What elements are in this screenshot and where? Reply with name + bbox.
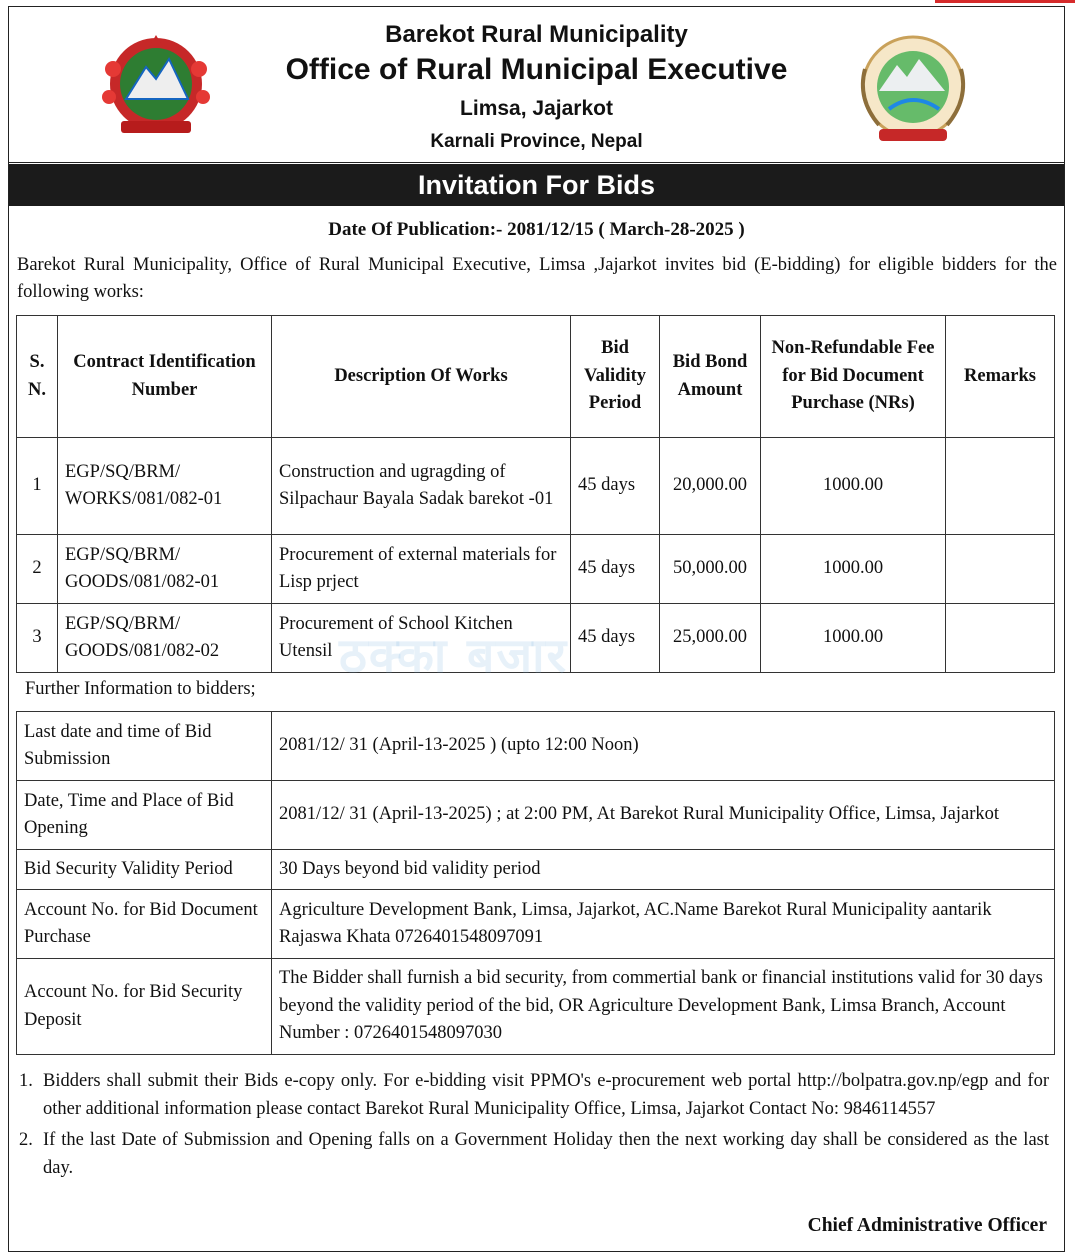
row-contract: EGP/SQ/BRM/ GOODS/081/082-02 — [58, 604, 272, 673]
row-bond: 50,000.00 — [660, 535, 761, 604]
info-label: Account No. for Bid Document Purchase — [17, 890, 272, 959]
info-value: 30 Days beyond bid validity period — [272, 850, 1055, 890]
row-description: Procurement of School Kitchen Utensil — [272, 604, 571, 673]
info-label: Date, Time and Place of Bid Opening — [17, 781, 272, 850]
publication-date: Date Of Publication:- 2081/12/15 ( March-28-2025 ) — [328, 219, 745, 240]
row-remarks — [946, 604, 1055, 673]
info-row — [17, 890, 1055, 959]
row-sn: 3 — [17, 604, 58, 673]
notes-list — [19, 1067, 1049, 1185]
info-value: 2081/12/ 31 (April-13-2025 ) (upto 12:00 Noon) — [272, 712, 1055, 781]
info-label: Last date and time of Bid Submission — [17, 712, 272, 781]
intro-paragraph: Barekot Rural Municipality, Office of Rural Municipal Executive, Limsa ,Jajarkot invites bid (E-bidding) for eligible bidders for the following works: — [17, 255, 1057, 302]
info-value: Agriculture Development Bank, Limsa, Jajarkot, AC.Name Barekot Rural Municipality aantarik Rajaswa Khata 0726401548097091 — [272, 890, 1055, 959]
row-remarks — [946, 438, 1055, 535]
row-validity: 45 days — [571, 535, 660, 604]
row-bond: 25,000.00 — [660, 604, 761, 673]
note-text: Bidders shall submit their Bids e-copy only. For e-bidding visit PPMO's e-procurement web portal http://bolpatra.gov.np/egp and for other additional information please contact Barekot Rural Municipality Office, Limsa, Jajarkot Contact No: 9846114557 — [43, 1071, 1049, 1119]
info-value: 2081/12/ 31 (April-13-2025) ; at 2:00 PM, At Barekot Rural Municipality Office, Limsa, Jajarkot — [272, 781, 1055, 850]
header-bond: Bid Bond Amount — [660, 316, 761, 438]
note-text: If the last Date of Submission and Opening falls on a Government Holiday then the next working day shall be considered as the last day. — [43, 1130, 1049, 1178]
row-validity: 45 days — [571, 438, 660, 535]
municipality-name: Barekot Rural Municipality — [385, 21, 688, 48]
info-label: Bid Security Validity Period — [17, 850, 272, 890]
header-remarks: Remarks — [946, 316, 1055, 438]
info-table — [16, 711, 1055, 1055]
header-validity: Bid Validity Period — [571, 316, 660, 438]
signature: Chief Administrative Officer — [807, 1215, 1047, 1236]
info-label: Account No. for Bid Security Deposit — [17, 959, 272, 1055]
table-row — [17, 535, 1055, 604]
row-fee: 1000.00 — [761, 604, 946, 673]
header-sn: S. N. — [17, 316, 58, 438]
header-fee: Non-Refundable Fee for Bid Document Purchase (NRs) — [761, 316, 946, 438]
note-item — [19, 1126, 1049, 1182]
row-validity: 45 days — [571, 604, 660, 673]
note-number: 2. — [19, 1130, 33, 1150]
office-province: Karnali Province, Nepal — [430, 131, 643, 152]
row-bond: 20,000.00 — [660, 438, 761, 535]
office-name: Office of Rural Municipal Executive — [285, 53, 788, 86]
table-row — [17, 438, 1055, 535]
notice-page — [8, 6, 1065, 1252]
further-info-label: Further Information to bidders; — [25, 679, 256, 699]
header — [9, 7, 1064, 163]
row-fee: 1000.00 — [761, 438, 946, 535]
top-accent-bar — [935, 0, 1075, 3]
info-value: The Bidder shall furnish a bid security, from commertial bank or financial institutions valid for 30 days beyond the validity period of the bid, OR Agriculture Development Bank, Limsa Branch, Account Number : 0726401548097030 — [272, 959, 1055, 1055]
bids-table — [16, 315, 1055, 673]
row-description: Procurement of external materials for Lisp prject — [272, 535, 571, 604]
row-remarks — [946, 535, 1055, 604]
row-description: Construction and ugragding of Silpachaur Bayala Sadak barekot -01 — [272, 438, 571, 535]
info-row — [17, 850, 1055, 890]
row-fee: 1000.00 — [761, 535, 946, 604]
info-row — [17, 959, 1055, 1055]
title-banner: Invitation For Bids — [9, 164, 1064, 206]
info-row — [17, 781, 1055, 850]
municipality-logo-icon — [849, 29, 977, 147]
watermark: ठक्का बजार — [339, 628, 569, 684]
info-row — [17, 712, 1055, 781]
row-contract: EGP/SQ/BRM/ WORKS/081/082-01 — [58, 438, 272, 535]
note-item — [19, 1067, 1049, 1123]
row-contract: EGP/SQ/BRM/ GOODS/081/082-01 — [58, 535, 272, 604]
header-contract: Contract Identification Number — [58, 316, 272, 438]
header-description: Description Of Works — [272, 316, 571, 438]
row-sn: 2 — [17, 535, 58, 604]
table-header-row — [17, 316, 1055, 438]
row-sn: 1 — [17, 438, 58, 535]
note-number: 1. — [19, 1071, 33, 1091]
office-location: Limsa, Jajarkot — [460, 97, 613, 120]
